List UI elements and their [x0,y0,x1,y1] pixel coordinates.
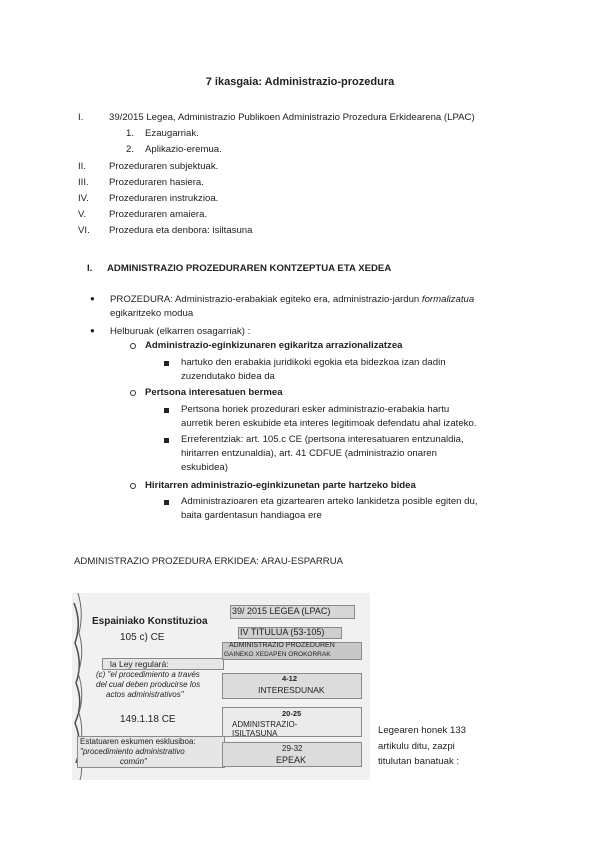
goal-2-item-2-line-3: eskubidea) [181,462,228,473]
framework-title: ADMINISTRAZIO PROZEDURA ERKIDEA: ARAU-ESPARRUA [74,556,344,567]
goal-1-title: Administrazio-eginkizunaren egikaritza arrazionalizatzea [145,340,403,351]
toc-number: I. [78,112,84,123]
prozedura-line2: egikaritzeko modua [110,308,194,319]
goal-3-item-1-line-2: baita gardentasun handiagoa ere [181,510,322,521]
quote-line-3: actos administrativos" [106,690,184,699]
toc-item [78,175,538,191]
goal-2-title: Pertsona interesatuen bermea [145,387,283,398]
ley-regulara-text: la Ley regulará: [110,659,169,669]
xedapen-line-1: ADMINISTRAZIO PROZEDUREN [229,642,335,649]
bullet-square-icon [164,438,169,443]
toc-item [78,159,538,175]
helburuak-label: Helburuak (elkarren osagarriak) : [110,326,251,337]
legea-label: 39/ 2015 LEGEA (LPAC) [232,606,331,616]
bullet-square-icon [164,500,169,505]
konstituzioa-label: Espainiako Konstituzioa [92,616,208,627]
goal-1-item-1-line-1: hartuko den erabakia juridikoki egokia eta bidezkoa izan dadin [181,357,446,368]
toc-text: 39/2015 Legea, Administrazio Publikoen Administrazio Prozedura Erkidearena (LPAC) [109,112,475,123]
goal-2-item-2-line-2: hiritarren entzunaldia), art. 41 CDFUE (administrazio onaren [181,448,437,459]
side-note-line-2: artikulu ditu, zazpi [378,740,455,752]
isiltasuna-line-1: ADMINISTRAZIO- [232,720,298,729]
goal-2-item-2-line-1: Erreferentziak: art. 105.c CE (pertsona interesatuaren entzunaldia, [181,434,464,445]
toc-number: III. [78,176,89,188]
toc-subitem [78,142,538,158]
eskumen-line-2: "procedimiento administrativo [80,747,185,756]
toc-subitem [78,126,538,142]
eskumen-line-1: Estatuaren eskumen esklusiboa: [80,737,196,746]
toc-text: Prozeduraren amaiera. [109,209,208,221]
prozedura-italic: formalizatua [421,294,475,305]
eskumen-line-3: común" [120,757,147,766]
toc-item [78,191,538,207]
toc-number: IV. [78,193,89,204]
section-title: ADMINISTRAZIO PROZEDURAREN KONTZEPTUA ETA XEDEA [107,263,392,274]
bullet-square-icon [164,408,169,413]
toc-text: Prozedura eta denbora: isiltasuna [109,225,253,237]
bullet-square-icon [164,361,169,366]
isiltasuna-line-2: ISILTASUNA [232,729,278,738]
toc-item [78,223,538,239]
interesdunak-label: INTERESDUNAK [258,685,325,695]
toc-number: 2. [126,144,135,156]
bullet-circle-icon [130,390,136,396]
epeak-label: EPEAK [276,755,307,765]
titulua-label: IV TITULUA (53-105) [240,627,325,637]
toc-text: Prozeduraren hasiera. [109,176,204,188]
bullet-circle-icon [130,483,136,489]
goal-2-item-1-line-2: aurretik beren eskubide eta interes legitimoak defendatu ahal izateko. [181,418,477,429]
xedapen-line-2: GAINEKO XEDAPEN OROKORRAK [224,651,331,658]
toc-text: Ezaugarriak. [145,128,199,140]
toc-number: 1. [126,128,135,140]
toc-number: V. [78,209,87,221]
range-20-25: 20-25 [282,709,302,718]
side-note [378,723,498,770]
quote-line-1: (c) "el procedimiento a través [96,670,200,679]
legal-framework-diagram [72,593,370,780]
range-4-12: 4-12 [282,674,298,683]
prozedura-label: PROZEDURA: Administrazio-erabakiak egiteko era, administrazio-jardun [110,294,422,305]
toc-text: Prozeduraren subjektuak. [109,160,219,172]
article-149-label: 149.1.18 CE [120,714,176,725]
goal-1-item-1-line-2: zuzendutako bidea da [181,371,275,382]
bullet-circle-icon [130,343,136,349]
bullet-dot-icon: ● [90,326,95,335]
range-29-32: 29-32 [282,744,303,753]
side-note-line-1: Legearen honek 133 [378,725,467,736]
section-number: I. [87,263,93,274]
toc-text: Aplikazio-eremua. [145,144,222,156]
toc-item [78,110,538,126]
article-105-label: 105 c) CE [120,632,165,643]
goal-2-item-1-line-1: Pertsona horiek prozedurari esker administrazio-erabakia hartu [181,404,450,415]
toc-number: II. [78,160,86,172]
bullet-dot-icon: ● [90,294,95,303]
prozedura-definition [110,293,474,307]
goal-3-item-1-line-1: Administrazioaren eta gizartearen arteko lankidetza posible egiten du, [181,496,478,507]
toc-item [78,207,538,223]
page-title: 7 ikasgaia: Administrazio-prozedura [205,76,395,88]
goal-3-title: Hiritarren administrazio-eginkizunetan parte hartzeko bidea [145,480,416,491]
toc-number: VI. [78,225,90,237]
side-note-line-3: titulutan banatuak : [378,756,460,767]
toc-text: Prozeduraren instrukzioa. [109,193,219,204]
quote-line-2: del cual deben producirse los [96,680,201,689]
